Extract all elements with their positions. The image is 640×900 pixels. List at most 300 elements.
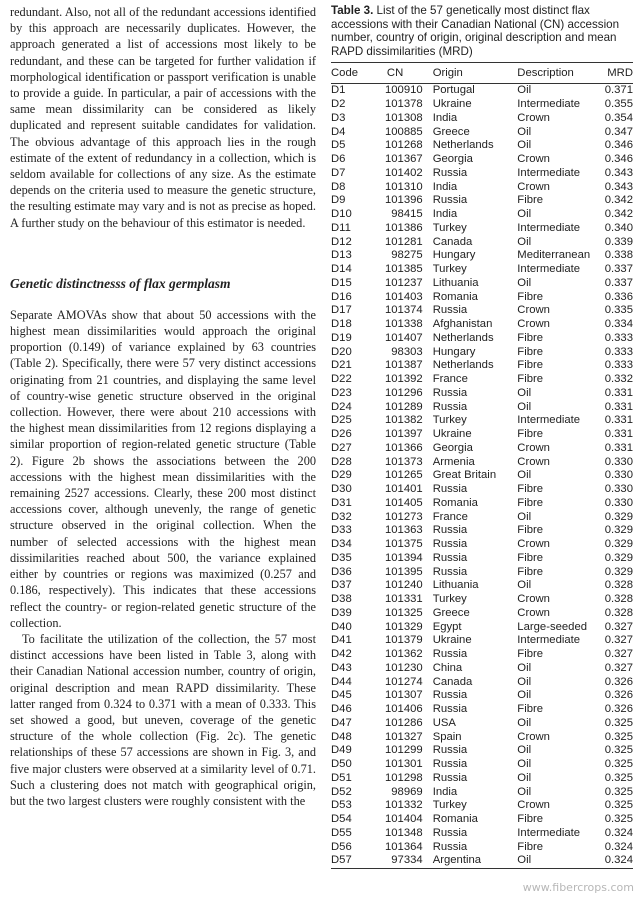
cell-description: Oil: [517, 84, 532, 97]
cell-cn: 101406: [384, 703, 423, 716]
cell-mrd: 0.325: [604, 758, 633, 771]
cell-origin: Russia: [432, 771, 468, 784]
cell-mrd: 0.347: [604, 125, 633, 138]
cell-code: D14: [331, 263, 352, 276]
cell-mrd: 0.332: [604, 373, 633, 386]
header-origin: Origin: [432, 67, 463, 80]
table-row: [331, 511, 633, 525]
cell-mrd: 0.331: [604, 386, 633, 399]
cell-description: Oil: [517, 276, 532, 289]
cell-description: Oil: [517, 785, 532, 798]
cell-code: D32: [331, 510, 352, 523]
cell-code: D23: [331, 386, 352, 399]
table-row: [331, 112, 633, 126]
paragraph-redundancy: redundant. Also, not all of the redundant accessions identified by this approach are necessarily duplicates. However, the approach generated a list of accessions most likely to be redundant, and these can be targeted for further validation if morphological identification or passport verification is unable to provide a guide. In particular, a pair of accessions with the same mean dissimilarity can be considered as likely duplicated and represent suitable candidates for validation. The obvious advantage of this approach lies in the rough estimate of the extent of redundancy in a collection, which is seldom available for collections of any size. As the estimate depends on the criteria used to measure the genetic structure, the resulting estimate may vary and is not as precise as hoped. A further study on the behaviour of this estimator is needed.: [10, 5, 316, 230]
cell-cn: 101299: [384, 744, 423, 757]
cell-mrd: 0.333: [604, 331, 633, 344]
table-row: [331, 332, 633, 346]
cell-mrd: 0.331: [604, 400, 633, 413]
cell-description: Oil: [517, 469, 532, 482]
cell-description: Crown: [517, 180, 550, 193]
table-row: [331, 291, 633, 305]
cell-description: Crown: [517, 318, 550, 331]
cell-origin: Canada: [432, 235, 473, 248]
cell-code: D38: [331, 593, 352, 606]
cell-mrd: 0.326: [604, 689, 633, 702]
cell-code: D6: [331, 153, 346, 166]
cell-origin: France: [432, 373, 468, 386]
table-row: [331, 277, 633, 291]
table-row: [331, 414, 633, 428]
cell-origin: Turkey: [432, 414, 467, 427]
cell-mrd: 0.342: [604, 208, 633, 221]
cell-cn: 101407: [384, 331, 423, 344]
cell-description: Fibre: [517, 483, 544, 496]
cell-description: Fibre: [517, 813, 544, 826]
cell-code: D7: [331, 166, 346, 179]
table-row: [331, 703, 633, 717]
cell-code: D33: [331, 524, 352, 537]
cell-description: Crown: [517, 593, 550, 606]
cell-code: D19: [331, 331, 352, 344]
cell-description: Oil: [517, 386, 532, 399]
cell-origin: Russia: [432, 194, 468, 207]
table-row: [331, 827, 633, 841]
section-heading: Genetic distinctnesss of flax germplasm: [10, 275, 231, 291]
table-row: [331, 428, 633, 442]
cell-mrd: 0.327: [604, 661, 633, 674]
cell-cn: 101338: [384, 318, 423, 331]
cell-mrd: 0.330: [604, 469, 633, 482]
table-row: [331, 126, 633, 140]
cell-origin: Egypt: [432, 620, 462, 633]
cell-description: Oil: [517, 208, 532, 221]
cell-origin: Russia: [432, 538, 468, 551]
cell-description: Oil: [517, 510, 532, 523]
cell-description: Oil: [517, 854, 532, 867]
cell-origin: Russia: [432, 565, 468, 578]
cell-description: Fibre: [517, 359, 544, 372]
table-row: [331, 483, 633, 497]
cell-mrd: 0.335: [604, 304, 633, 317]
cell-description: Oil: [517, 758, 532, 771]
cell-description: Oil: [517, 771, 532, 784]
cell-origin: Russia: [432, 400, 468, 413]
cell-description: Fibre: [517, 345, 544, 358]
cell-origin: Russia: [432, 483, 468, 496]
cell-description: Fibre: [517, 496, 544, 509]
table-row: [331, 401, 633, 415]
cell-cn: 101265: [384, 469, 423, 482]
cell-mrd: 0.325: [604, 716, 633, 729]
cell-description: Fibre: [517, 331, 544, 344]
cell-cn: 100910: [384, 84, 423, 97]
cell-cn: 101281: [384, 235, 423, 248]
cell-origin: Russia: [432, 524, 468, 537]
cell-cn: 101404: [384, 813, 423, 826]
cell-mrd: 0.354: [604, 111, 633, 124]
cell-cn: 101401: [384, 483, 423, 496]
cell-description: Fibre: [517, 290, 544, 303]
cell-cn: 98275: [391, 249, 423, 262]
cell-description: Intermediate: [517, 263, 581, 276]
cell-origin: Netherlands: [432, 139, 494, 152]
cell-code: D11: [331, 221, 351, 234]
cell-origin: Russia: [432, 551, 468, 564]
cell-code: D31: [331, 496, 352, 509]
cell-cn: 101310: [384, 180, 423, 193]
cell-cn: 101273: [384, 510, 423, 523]
cell-cn: 101385: [384, 263, 423, 276]
cell-description: Crown: [517, 304, 550, 317]
cell-cn: 101367: [384, 153, 423, 166]
cell-description: Oil: [517, 400, 532, 413]
cell-cn: 101395: [384, 565, 423, 578]
accession-table: [331, 62, 633, 869]
table-row: [331, 758, 633, 772]
cell-origin: India: [432, 785, 458, 798]
cell-cn: 101268: [384, 139, 423, 152]
cell-origin: Turkey: [432, 263, 467, 276]
cell-origin: Russia: [432, 826, 468, 839]
cell-cn: 101308: [384, 111, 423, 124]
cell-mrd: 0.331: [604, 428, 633, 441]
cell-description: Oil: [517, 579, 532, 592]
cell-cn: 101402: [384, 166, 423, 179]
cell-code: D25: [331, 414, 352, 427]
cell-mrd: 0.330: [604, 496, 633, 509]
cell-mrd: 0.325: [604, 785, 633, 798]
cell-code: D24: [331, 400, 352, 413]
cell-code: D52: [331, 785, 352, 798]
cell-code: D30: [331, 483, 352, 496]
cell-origin: Portugal: [432, 84, 475, 97]
cell-description: Intermediate: [517, 166, 581, 179]
cell-origin: Armenia: [432, 455, 475, 468]
cell-code: D1: [331, 84, 346, 97]
table-row: [331, 208, 633, 222]
cell-code: D48: [331, 730, 352, 743]
cell-origin: India: [432, 180, 458, 193]
cell-description: Fibre: [517, 703, 544, 716]
cell-cn: 97334: [391, 854, 423, 867]
table-row: [331, 236, 633, 250]
table-caption: [331, 4, 633, 58]
table-caption-text: List of the 57 genetically most distinct flax accessions with their Canadian National (CN) accession number, country of origin, original description and mean RAPD dissimilarities (MRD): [331, 4, 620, 58]
table-row: [331, 249, 633, 263]
cell-mrd: 0.327: [604, 648, 633, 661]
cell-mrd: 0.336: [604, 290, 633, 303]
table-row: [331, 786, 633, 800]
cell-origin: Russia: [432, 744, 468, 757]
cell-description: Intermediate: [517, 634, 581, 647]
cell-mrd: 0.324: [604, 840, 633, 853]
cell-cn: 101286: [384, 716, 423, 729]
cell-description: Fibre: [517, 373, 544, 386]
cell-mrd: 0.324: [604, 826, 633, 839]
cell-code: D26: [331, 428, 352, 441]
cell-origin: Greece: [432, 125, 470, 138]
cell-code: D20: [331, 345, 352, 358]
cell-origin: Spain: [432, 730, 462, 743]
header-cn: CN: [386, 67, 404, 80]
cell-description: Oil: [517, 125, 532, 138]
table-row: [331, 346, 633, 360]
table-row: [331, 552, 633, 566]
cell-code: D15: [331, 276, 352, 289]
cell-origin: Hungary: [432, 345, 476, 358]
cell-mrd: 0.342: [604, 194, 633, 207]
cell-mrd: 0.340: [604, 221, 633, 234]
cell-mrd: 0.330: [604, 455, 633, 468]
cell-code: D29: [331, 469, 352, 482]
header-mrd: MRD: [607, 67, 633, 80]
cell-mrd: 0.330: [604, 483, 633, 496]
table-row: [331, 676, 633, 690]
cell-mrd: 0.325: [604, 744, 633, 757]
cell-origin: France: [432, 510, 468, 523]
cell-origin: Hungary: [432, 249, 476, 262]
cell-mrd: 0.346: [604, 153, 633, 166]
cell-cn: 100885: [384, 125, 423, 138]
cell-code: D46: [331, 703, 352, 716]
cell-mrd: 0.355: [604, 98, 633, 111]
table-row: [331, 181, 633, 195]
cell-description: Oil: [517, 744, 532, 757]
cell-description: Oil: [517, 661, 532, 674]
cell-cn: 101362: [384, 648, 423, 661]
table-row: [331, 194, 633, 208]
cell-code: D51: [331, 771, 352, 784]
cell-mrd: 0.325: [604, 813, 633, 826]
cell-origin: Russia: [432, 840, 468, 853]
cell-description: Fibre: [517, 840, 544, 853]
table-row: [331, 387, 633, 401]
cell-cn: 101289: [384, 400, 423, 413]
table-row: [331, 263, 633, 277]
cell-mrd: 0.333: [604, 345, 633, 358]
cell-code: D16: [331, 290, 352, 303]
cell-description: Crown: [517, 153, 550, 166]
cell-cn: 101403: [384, 290, 423, 303]
header-code: Code: [331, 67, 359, 80]
table-row: [331, 648, 633, 662]
cell-origin: Russia: [432, 703, 468, 716]
cell-mrd: 0.337: [604, 263, 633, 276]
cell-origin: Great Britain: [432, 469, 497, 482]
cell-mrd: 0.343: [604, 166, 633, 179]
cell-mrd: 0.324: [604, 854, 633, 867]
table-row: [331, 772, 633, 786]
cell-code: D5: [331, 139, 346, 152]
watermark: www.fibercrops.com: [522, 881, 634, 894]
cell-description: Intermediate: [517, 826, 581, 839]
cell-code: D22: [331, 373, 352, 386]
table-row: [331, 469, 633, 483]
cell-mrd: 0.326: [604, 703, 633, 716]
cell-origin: Russia: [432, 304, 468, 317]
cell-origin: Ukraine: [432, 98, 472, 111]
cell-cn: 101307: [384, 689, 423, 702]
cell-code: D34: [331, 538, 352, 551]
cell-origin: Russia: [432, 648, 468, 661]
cell-description: Fibre: [517, 565, 544, 578]
cell-description: Intermediate: [517, 98, 581, 111]
cell-origin: Afghanistan: [432, 318, 493, 331]
cell-code: D56: [331, 840, 352, 853]
table-row: [331, 607, 633, 621]
table-row: [331, 84, 633, 98]
cell-cn: 101301: [384, 758, 423, 771]
cell-origin: Turkey: [432, 221, 467, 234]
cell-origin: Lithuania: [432, 579, 479, 592]
cell-origin: Russia: [432, 689, 468, 702]
cell-cn: 98969: [391, 785, 423, 798]
cell-description: Fibre: [517, 648, 544, 661]
cell-description: Crown: [517, 441, 550, 454]
cell-cn: 101364: [384, 840, 423, 853]
cell-mrd: 0.328: [604, 606, 633, 619]
cell-description: Crown: [517, 606, 550, 619]
cell-description: Crown: [517, 799, 550, 812]
table-row: [331, 621, 633, 635]
cell-origin: Ukraine: [432, 428, 472, 441]
table-row: [331, 841, 633, 855]
table-row: [331, 524, 633, 538]
cell-mrd: 0.327: [604, 634, 633, 647]
cell-code: D39: [331, 606, 352, 619]
cell-code: D44: [331, 675, 352, 688]
cell-code: D40: [331, 620, 352, 633]
cell-code: D18: [331, 318, 352, 331]
cell-cn: 101382: [384, 414, 423, 427]
cell-cn: 101329: [384, 620, 423, 633]
cell-cn: 101327: [384, 730, 423, 743]
table-row: [331, 634, 633, 648]
cell-mrd: 0.329: [604, 524, 633, 537]
cell-description: Crown: [517, 111, 550, 124]
cell-description: Mediterranean: [517, 249, 591, 262]
cell-code: D4: [331, 125, 346, 138]
table-row: [331, 566, 633, 580]
cell-origin: India: [432, 208, 458, 221]
cell-code: D35: [331, 551, 352, 564]
table-row: [331, 744, 633, 758]
table-row: [331, 222, 633, 236]
cell-code: D45: [331, 689, 352, 702]
table-column: [331, 4, 633, 869]
cell-code: D53: [331, 799, 352, 812]
cell-code: D10: [331, 208, 352, 221]
cell-description: Oil: [517, 689, 532, 702]
table-row: [331, 497, 633, 511]
cell-mrd: 0.325: [604, 799, 633, 812]
cell-cn: 101332: [384, 799, 423, 812]
cell-cn: 101331: [384, 593, 423, 606]
table-row: [331, 813, 633, 827]
cell-cn: 101298: [384, 771, 423, 784]
cell-cn: 101405: [384, 496, 423, 509]
cell-code: D57: [331, 854, 352, 867]
table-row: [331, 538, 633, 552]
cell-mrd: 0.328: [604, 579, 633, 592]
table-row: [331, 456, 633, 470]
paragraph-table3-intro: To facilitate the utilization of the collection, the 57 most distinct accessions have been listed in Table 3, along with their Canadian National accession number, country of origin, original description and mean RAPD dissimilarity. These latter ranged from 0.324 to 0.371 with a mean of 0.333. This set showed a good, but uneven, coverage of the genetic structure of the whole collection (Fig. 2c). The genetic relationships of these 57 accessions are shown in Fig. 3, and five major clusters were observed at a similarity level of 0.71. Such a clustering does not match with geographical origin, but the two largest clusters were roughly consistent with the: [10, 631, 316, 808]
cell-mrd: 0.343: [604, 180, 633, 193]
cell-code: D27: [331, 441, 352, 454]
cell-origin: Turkey: [432, 593, 467, 606]
table-row: [331, 854, 633, 868]
cell-description: Oil: [517, 716, 532, 729]
table-row: [331, 717, 633, 731]
cell-origin: Lithuania: [432, 276, 479, 289]
cell-cn: 101375: [384, 538, 423, 551]
cell-cn: 101363: [384, 524, 423, 537]
cell-code: D55: [331, 826, 352, 839]
cell-mrd: 0.325: [604, 730, 633, 743]
cell-origin: Romania: [432, 813, 478, 826]
table-header-row: [331, 63, 633, 84]
cell-description: Fibre: [517, 428, 544, 441]
cell-cn: 101230: [384, 661, 423, 674]
cell-description: Crown: [517, 730, 550, 743]
cell-mrd: 0.329: [604, 538, 633, 551]
cell-code: D21: [331, 359, 352, 372]
cell-description: Oil: [517, 235, 532, 248]
cell-description: Oil: [517, 139, 532, 152]
cell-cn: 98303: [391, 345, 423, 358]
cell-origin: Georgia: [432, 441, 473, 454]
cell-code: D28: [331, 455, 352, 468]
cell-mrd: 0.371: [604, 84, 633, 97]
table-row: [331, 731, 633, 745]
cell-code: D41: [331, 634, 352, 647]
cell-origin: Netherlands: [432, 359, 494, 372]
cell-mrd: 0.331: [604, 441, 633, 454]
cell-cn: 101379: [384, 634, 423, 647]
cell-origin: Netherlands: [432, 331, 494, 344]
cell-cn: 101274: [384, 675, 423, 688]
cell-mrd: 0.339: [604, 235, 633, 248]
cell-mrd: 0.337: [604, 276, 633, 289]
table-row: [331, 689, 633, 703]
cell-mrd: 0.327: [604, 620, 633, 633]
table-row: [331, 373, 633, 387]
cell-cn: 101396: [384, 194, 423, 207]
cell-description: Intermediate: [517, 414, 581, 427]
table-row: [331, 593, 633, 607]
cell-origin: USA: [432, 716, 456, 729]
cell-mrd: 0.329: [604, 510, 633, 523]
cell-mrd: 0.329: [604, 565, 633, 578]
cell-description: Intermediate: [517, 221, 581, 234]
cell-description: Fibre: [517, 551, 544, 564]
cell-origin: Romania: [432, 496, 478, 509]
cell-code: D49: [331, 744, 352, 757]
table-row: [331, 153, 633, 167]
cell-code: D54: [331, 813, 352, 826]
cell-mrd: 0.334: [604, 318, 633, 331]
cell-cn: 101394: [384, 551, 423, 564]
cell-description: Oil: [517, 675, 532, 688]
cell-code: D17: [331, 304, 352, 317]
cell-code: D47: [331, 716, 352, 729]
table-row: [331, 799, 633, 813]
table-row: [331, 579, 633, 593]
cell-description: Crown: [517, 455, 550, 468]
cell-code: D9: [331, 194, 346, 207]
cell-origin: Canada: [432, 675, 473, 688]
